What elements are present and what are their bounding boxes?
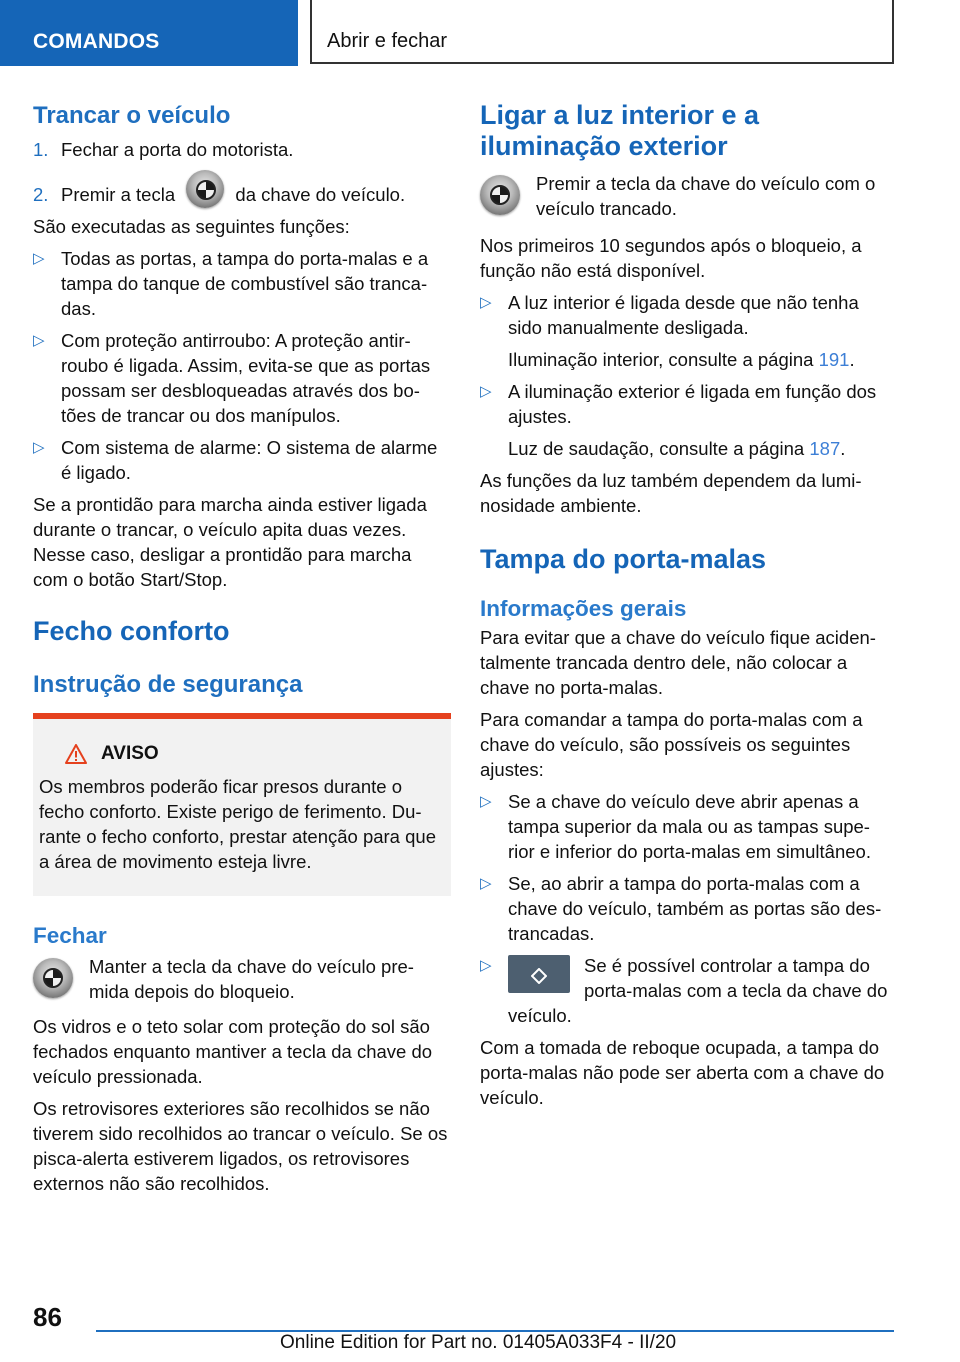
heading-trancar: Trancar o veículo [33, 102, 231, 129]
bullet-triangle-icon: ▷ [33, 439, 45, 457]
step-number: 2. [33, 184, 49, 205]
list-item [480, 789, 896, 864]
bullet-triangle-icon: ▷ [480, 957, 492, 974]
instruction-text: Manter a tecla da chave do veículo pre-mida depois do bloqueio. [89, 956, 414, 1003]
step-2 [33, 182, 451, 208]
paragraph: Os vidros e o teto solar com proteção do sol são fechados enquanto mantiver a tecla da chave do veículo pressionada. [33, 1016, 433, 1088]
step-text: da chave do veículo. [235, 184, 406, 205]
bullet-triangle-icon: ▷ [480, 294, 492, 311]
footer-edition: Online Edition for Part no. 01405A033F4 - II/20 [280, 1332, 677, 1353]
bullet-triangle-icon: ▷ [33, 332, 45, 350]
step-text: Premir a tecla [61, 184, 176, 205]
bullet-triangle-icon: ▷ [480, 383, 492, 400]
list-item [480, 871, 896, 946]
list-item-text: A luz interior é ligada desde que não tenha sido manualmente desligada. [508, 292, 859, 338]
page-number: 86 [33, 1302, 62, 1332]
paragraph: Com a tomada de reboque ocupada, a tampa do porta-malas não pode ser aberta com a chave do veículo. [480, 1037, 885, 1108]
right-column [480, 100, 896, 1110]
paragraph: Os retrovisores exteriores são recolhidos se não tiverem sido recolhidos ao trancar o veículo. Se os pisca-alerta estiverem ligados, os retrovisores externos não são recolhidos. [33, 1098, 448, 1195]
page-reference: Luz de saudação, consulte a página [508, 438, 805, 459]
page-header [0, 0, 960, 66]
heading-fechar: Fechar [33, 923, 107, 949]
page-reference: Iluminação interior, consulte a página [508, 349, 814, 370]
list-item [33, 328, 451, 428]
list-item-text: veículo. [508, 1005, 572, 1026]
warning-box [33, 713, 451, 896]
paragraph: Para evitar que a chave do veículo fique aciden-talmente trancada dentro dele, não colocar a chave no porta-malas. [480, 627, 876, 698]
heading-ligar-luz: Ligar a luz interior e a iluminação exterior [480, 100, 760, 161]
bullet-triangle-icon: ▷ [480, 875, 492, 892]
subsection-title: Abrir e fechar [327, 30, 448, 52]
warning-label: AVISO [101, 743, 159, 765]
list-item-text: Se é possível controlar a tampa do porta-malas com a tecla da chave do [584, 955, 888, 1001]
page-link[interactable]: 187 [809, 438, 841, 459]
step-text: Fechar a porta do motorista. [61, 139, 294, 160]
key-instruction [480, 171, 896, 221]
bullet-triangle-icon: ▷ [480, 793, 492, 810]
list-item: ▷ A luz interior é ligada desde que não tenha sido manualmente desligada. Iluminação interior, consulte a página 191. [480, 292, 859, 370]
list-item: ▷ A iluminação exterior é ligada em função dos ajustes. Luz de saudação, consulte a página 187. [480, 381, 877, 459]
heading-informacoes-gerais: Informações gerais [480, 596, 687, 621]
paragraph: São executadas as seguintes funções: [33, 216, 350, 238]
list-item-text: Todas as portas, a tampa do porta-malas e a tampa do tanque de combustível são tranca-das. [61, 248, 429, 320]
key-button-icon [480, 175, 520, 215]
page-link[interactable]: 191 [818, 349, 850, 370]
key-instruction [33, 954, 451, 1004]
list-item [33, 435, 451, 485]
heading-instrucao-seguranca: Instrução de segurança [33, 671, 303, 699]
list-item [480, 953, 896, 1028]
section-title: COMANDOS [33, 30, 160, 53]
step-1 [33, 137, 451, 162]
key-button-icon [186, 170, 224, 208]
subsection-tab [310, 0, 894, 64]
warning-title [39, 741, 439, 766]
bullet-triangle-icon: ▷ [33, 250, 45, 268]
instruction-text: Premir a tecla da chave do veículo com o veículo trancado. [536, 173, 876, 219]
list-item-text: A iluminação exterior é ligada em função dos ajustes. [508, 381, 877, 427]
list-item-text: Se a chave do veículo deve abrir apenas a tampa superior da mala ou as tampas supe-rior e inferior do porta-malas em simultâneo. [508, 791, 871, 862]
paragraph: Nos primeiros 10 segundos após o bloqueio, a função não está disponível. [480, 235, 862, 281]
list-item-text: Se, ao abrir a tampa do porta-malas com a chave do veículo, também as portas são des-trancadas. [508, 873, 882, 944]
paragraph: Para comandar a tampa do porta-malas com a chave do veículo, são possíveis os seguintes ajustes: [480, 709, 863, 780]
paragraph: Se a prontidão para marcha ainda estiver ligada durante o trancar, o veículo apita duas vezes. Nesse caso, desligar a prontidão para marcha com o botão Start/Stop. [33, 494, 427, 591]
list-item [33, 246, 451, 321]
heading-tampa-porta-malas: Tampa do porta-malas [480, 544, 767, 574]
warning-text: Os membros poderão ficar presos durante o fecho conforto. Existe perigo de ferimento. Du-rante o fecho conforto, prestar atenção para que a área de movimento esteja livre. [39, 776, 436, 873]
key-button-icon [33, 958, 73, 998]
step-number: 1. [33, 139, 49, 160]
left-column [33, 100, 451, 1196]
list-item-text: Com proteção antirroubo: A proteção antir-roubo é ligada. Assim, evita-se que as portas possam ser desbloqueadas através dos bo-tões de trancar ou dos manípulos. [61, 330, 431, 427]
list-item-text: Com sistema de alarme: O sistema de alarme é ligado. [61, 437, 438, 484]
section-tab [0, 0, 298, 66]
warning-triangle-icon [65, 744, 87, 764]
tailgate-button-icon [508, 955, 570, 993]
paragraph: As funções da luz também dependem da lumi-nosidade ambiente. [480, 470, 862, 516]
heading-fecho-conforto: Fecho conforto [33, 616, 230, 647]
